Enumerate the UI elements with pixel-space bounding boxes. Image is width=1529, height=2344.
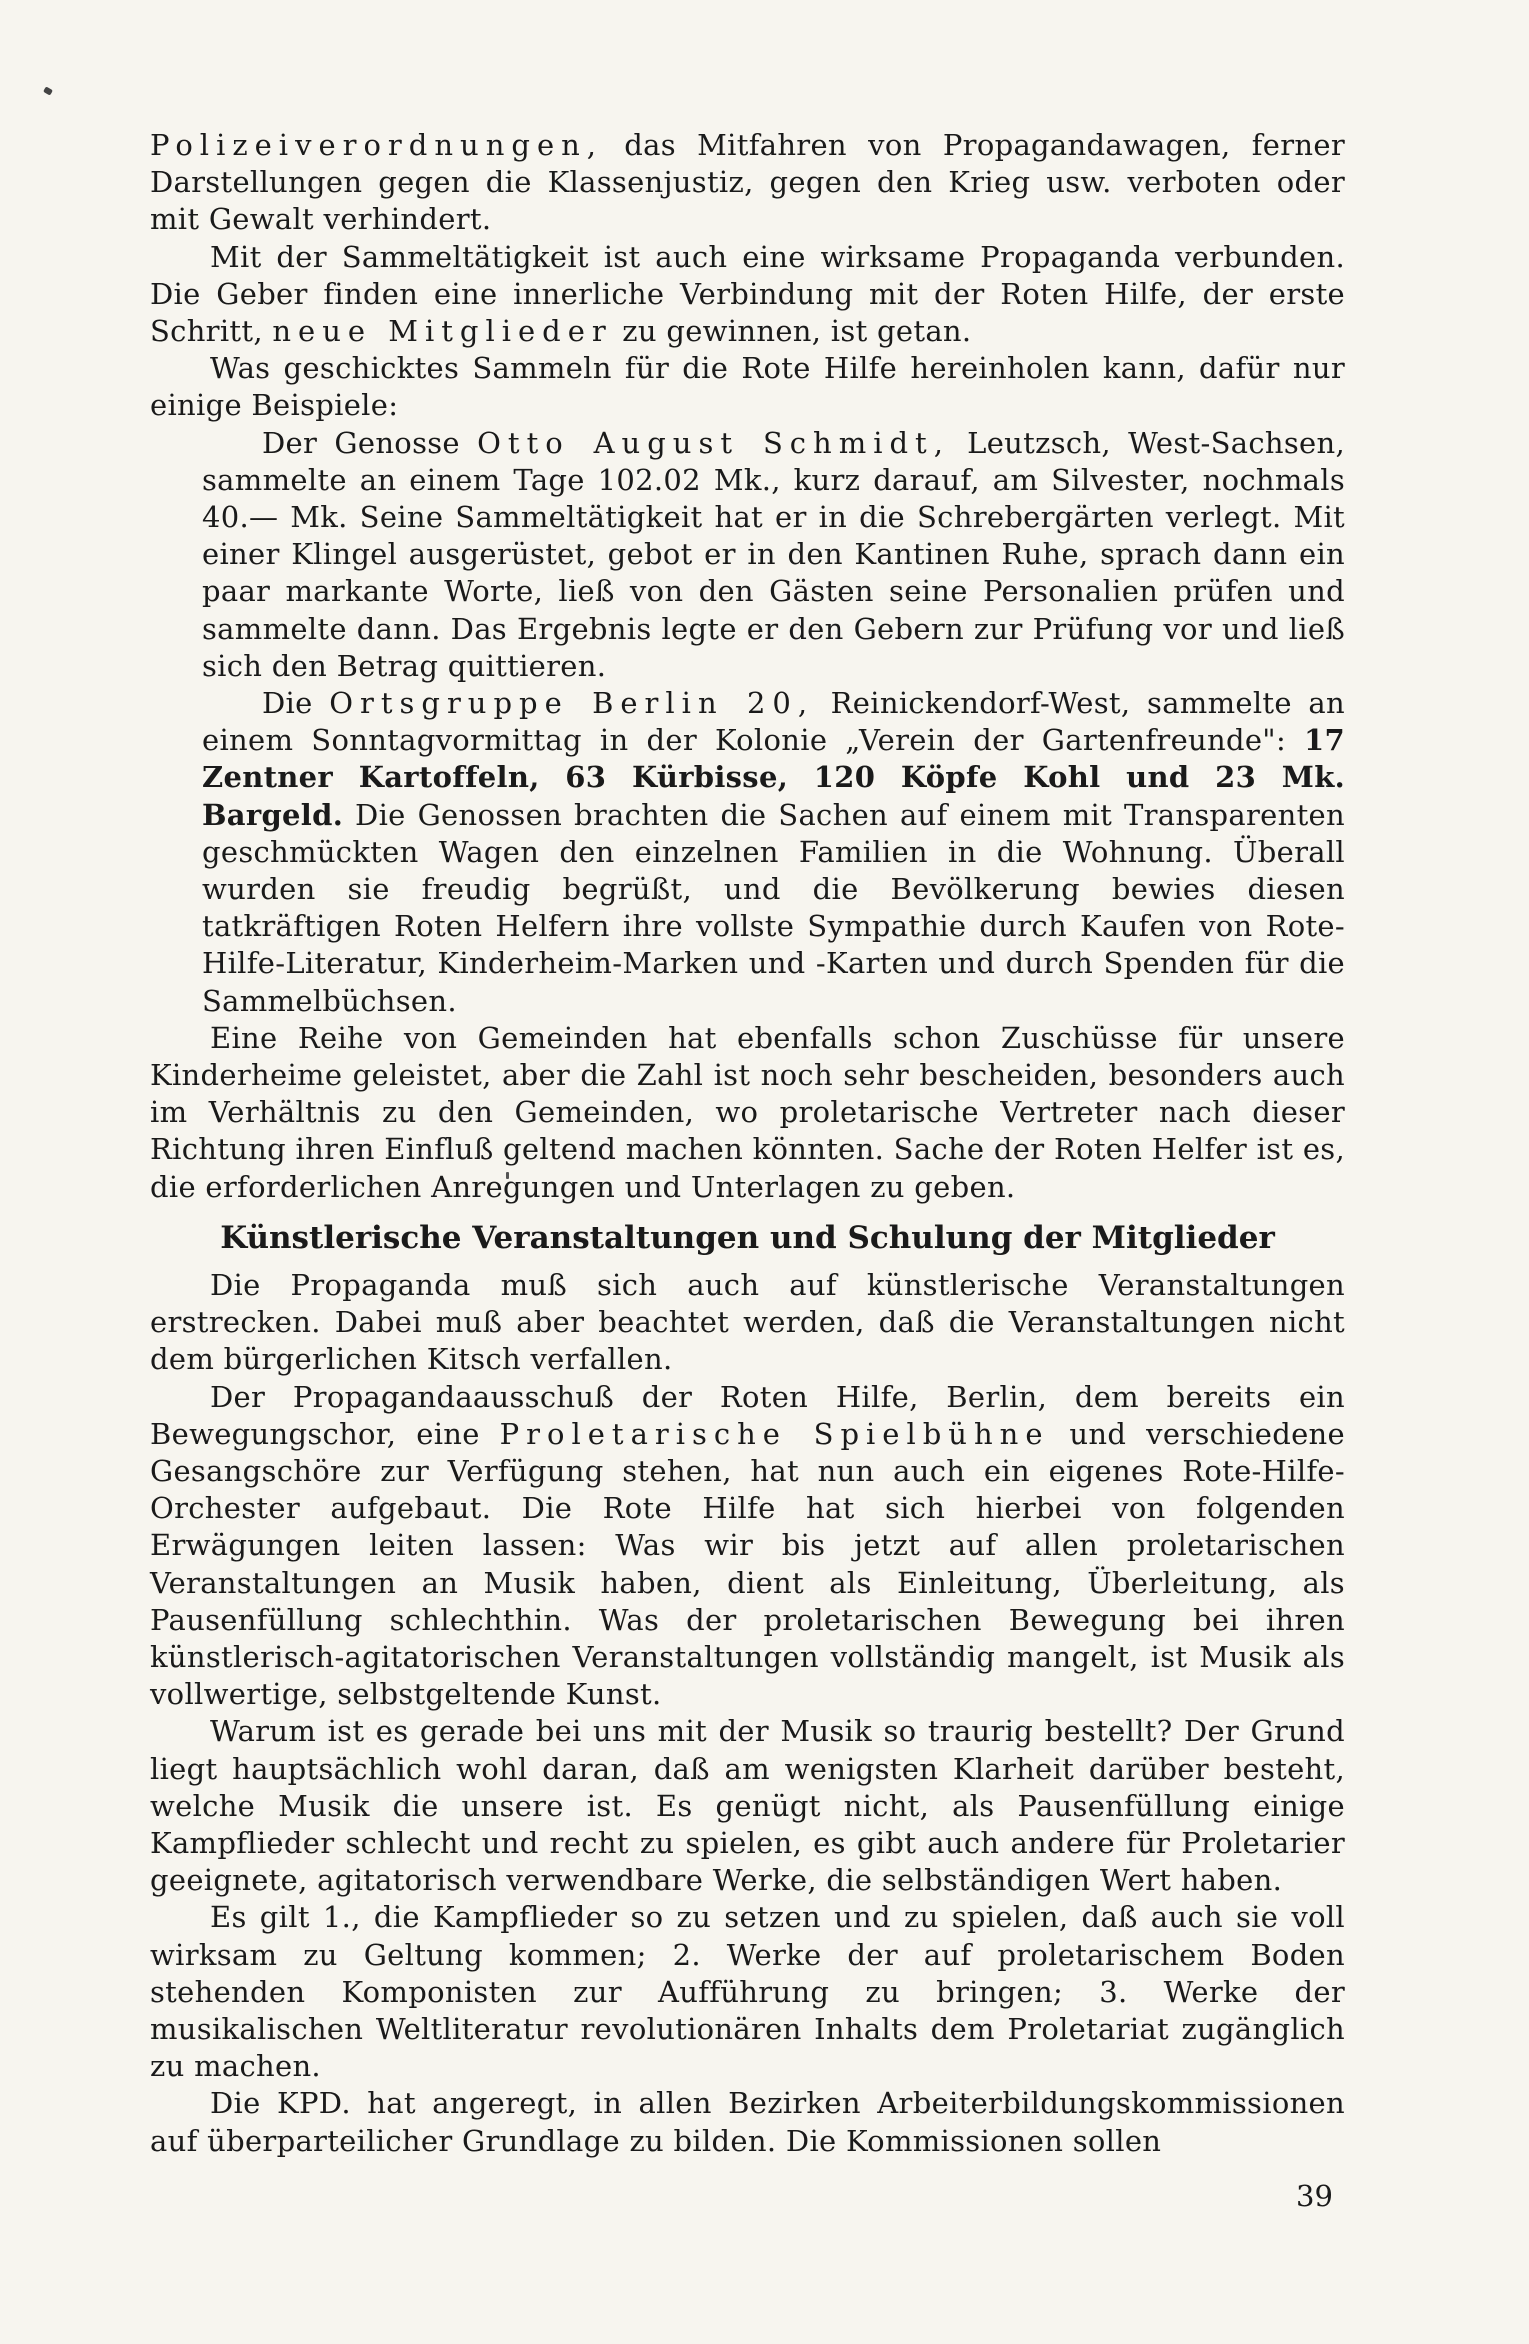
paragraph-text: Die [262, 686, 330, 721]
page-number: 39 [1296, 2179, 1333, 2213]
paragraph: Die Propaganda muß sich auch auf künstlerische Veranstaltungen erstrecken. Dabei muß aber beachtet werden, daß die Veranstaltungen nicht dem bürgerlichen Kitsch verfallen. [150, 1268, 1345, 1377]
spaced-text: Ortsgruppe Berlin 20, [329, 686, 815, 721]
paragraph: Eine Reihe von Gemeinden hat ebenfalls schon Zuschüsse für unsere Kinderheime geleistet, aber die Zahl ist noch sehr bescheiden, besonders auch im Verhältnis zu den Gemeinden, wo proletarische Vertreter nach dieser Richtung ihren Einfluß geltend machen könnten. Sache der Roten Helfer ist es, die erforderlichen Anregungen und Unterlagen zu geben. [150, 1020, 1345, 1204]
example-paragraph [202, 685, 1345, 1020]
paragraph-text: Leutzsch, West-Sachsen, sammelte an einem Tage 102.02 Mk., kurz darauf, am Silvester, nochmals 40.— Mk. Seine Sammeltätigkeit hat er in die Schrebergärten verlegt. Mit einer Klingel ausgerüstet, gebot er in den Kantinen Ruhe, sprach dann ein paar markante Worte, ließ von den Gästen seine Personalien prüfen und sammelte dann. Das Ergebnis legte er den Gebern zur Prüfung vor und ließ sich den Betrag quittieren. [202, 425, 1345, 683]
spaced-text: Proletarische Spielbühne [499, 1416, 1050, 1451]
paragraph: Es gilt 1., die Kampflieder so zu setzen und zu spielen, daß auch sie voll wirksam zu Geltung kommen; 2. Werke der auf proletarischem Boden stehenden Komponisten zur Aufführung zu bringen; 3. Werke der musikalischen Weltliteratur revolutionären Inhalts dem Proletariat zugänglich zu machen. [150, 1900, 1345, 2084]
paragraph [150, 127, 1345, 239]
paragraph-text: Mit der Sammeltätigkeit ist auch eine wirksame Propaganda verbunden. Die Geber finden eine innerliche Verbindung mit der Roten Hilfe, der erste Schritt, [150, 239, 1345, 349]
paragraph: Die KPD. hat angeregt, in allen Bezirken Arbeiterbildungskommissionen auf überparteilicher Grundlage zu bilden. Die Kommissionen sollen [150, 2086, 1345, 2158]
spaced-text: neue Mitglieder [272, 314, 613, 349]
bold-text: 17 Zentner Kartoffeln, 63 Kürbisse, 120 Köpfe Kohl und 23 Mk. Bargeld. [202, 723, 1345, 832]
example-paragraph [202, 425, 1345, 685]
spaced-text: Otto August Schmidt, [477, 425, 950, 460]
paragraph-text: Reinickendorf-West, sammelte an einem Sonntagvormittag in der Kolonie „Verein der Gartenfreunde": [202, 686, 1345, 758]
paragraph [150, 1379, 1345, 1714]
paragraph-text: Der Genosse [262, 425, 478, 460]
paragraph-text: das Mitfahren von Propagandawagen, ferner Darstellungen gegen die Klassenjustiz, gegen den Krieg usw. verboten oder mit Gewalt verhindert. [150, 128, 1345, 237]
ink-speck [43, 86, 53, 95]
paragraph: Warum ist es gerade bei uns mit der Musik so traurig bestellt? Der Grund liegt hauptsächlich wohl daran, daß am wenigsten Klarheit darüber besteht, welche Musik die unsere ist. Es genügt nicht, als Pausenfüllung einige Kampflieder schlecht und recht zu spielen, es gibt auch andere für Proletarier geeignete, agitatorisch verwendbare Werke, die selbständigen Wert haben. [150, 1714, 1345, 1898]
paragraph [150, 239, 1345, 351]
spaced-text: Polizeiverordnungen, [150, 128, 604, 162]
paragraph-text: und verschiedene Gesangschöre zur Verfügung stehen, hat nun auch ein eigenes Rote-Hilfe-Orchester aufgebaut. Die Rote Hilfe hat sich hierbei von folgenden Erwägungen leiten lassen: Was wir bis jetzt auf allen proletarischen Veranstaltungen an Musik haben, dient als Einleitung, Überleitung, als Pausenfüllung schlechthin. Was der proletarischen Bewegung bei ihren künstlerisch-agitatorischen Veranstaltungen vollständig mangelt, ist Musik als vollwertige, selbstgeltende Kunst. [150, 1416, 1345, 1712]
bottom-text-block [150, 1267, 1345, 2160]
paragraph-text: zu gewinnen, ist getan. [612, 314, 972, 349]
paragraph-text: Der Propagandaausschuß der Roten Hilfe, Berlin, dem bereits ein Bewegungschor, eine [150, 1379, 1345, 1451]
section-heading: Künstlerische Veranstaltungen und Schulung der Mitglieder [220, 1220, 1275, 1256]
top-text-block [150, 127, 1345, 1206]
paragraph: Was geschicktes Sammeln für die Rote Hilfe hereinholen kann, dafür nur einige Beispiele: [150, 351, 1345, 423]
paragraph-text: Die Genossen brachten die Sachen auf einem mit Transparenten geschmückten Wagen den einzelnen Familien in die Wohnung. Überall wurden sie freudig begrüßt, und die Bevölkerung bewies diesen tatkräftigen Roten Helfern ihre vollste Sympathie durch Kaufen von Rote-Hilfe-Literatur, Kinderheim-Marken und -Karten und durch Spenden für die Sammelbüchsen. [202, 797, 1345, 1018]
